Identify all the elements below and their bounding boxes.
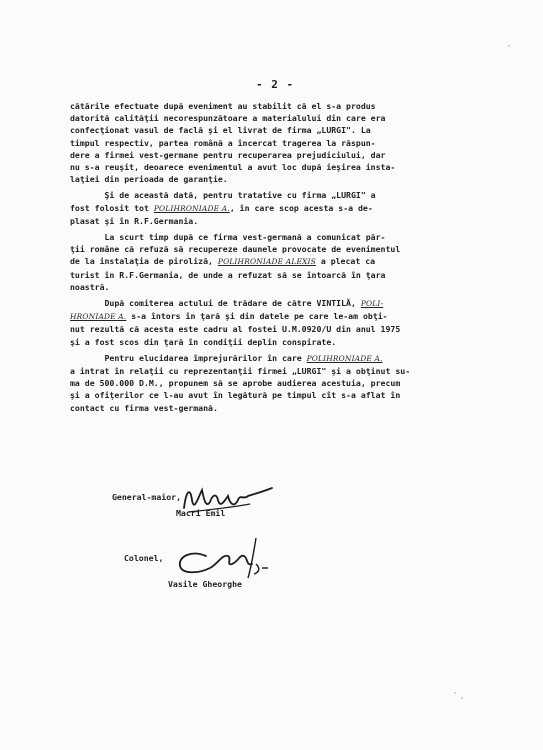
line-text: , în care scop acesta s-a de- (229, 202, 373, 213)
text-line (70, 243, 480, 255)
text-line (70, 389, 480, 401)
text-line (70, 202, 480, 215)
line-text: şi a fost scos din ţară în condiţii deplin conspirate. (70, 336, 337, 347)
line-text: timpul respectiv, partea română a încercat tragerea la răspun- (70, 137, 376, 148)
line-text: ma de 500.000 D.M., propunem să se aprobe audierea acestuia, precum (70, 378, 401, 389)
line-text: nut rezultă că acesta este cadru al fostei U.M.0920/U din anul 1975 (70, 324, 401, 335)
line-text: Şi de această dată, pentru tratative cu firma „LURGI" a (70, 190, 376, 201)
signature-1-handwritten (178, 478, 288, 520)
line-text: plasat şi în R.F.Germania. (70, 215, 199, 226)
paper-speck (454, 692, 456, 694)
line-text: contact cu firma vest-germană. (70, 402, 218, 413)
text-line (70, 281, 480, 293)
signatory-1-name: Macri Emil (176, 508, 226, 518)
handwritten-name: HRONIADE A. (70, 312, 127, 322)
handwritten-name: POLIHRONIADE A. (306, 353, 383, 363)
signatory-2-name: Vasile Gheorghe (168, 579, 242, 589)
line-text: Pentru elucidarea împrejurărilor în care (70, 352, 307, 363)
line-text: datorită calităţii necorespunzătoare a materialului din care era (70, 113, 386, 124)
text-line (70, 100, 480, 112)
line-text: nu s-a reuşit, deoarece evenimentul a avut loc după ieşirea insta- (70, 162, 396, 173)
line-text: laţiei din perioada de garanţie. (70, 174, 228, 185)
line-text: dere a firmei vest-germane pentru recuperarea prejudiciului, dar (70, 149, 386, 160)
text-line (70, 323, 480, 335)
text-line (70, 173, 480, 185)
signatory-1-title: General-maior, (112, 492, 182, 502)
line-text: fost folosit tot (70, 202, 154, 213)
line-text: ţii române că refuză să recupereze daunele provocate de evenimentul (70, 244, 401, 255)
signature-2-handwritten (168, 534, 278, 584)
handwritten-name: POLI- (360, 299, 384, 309)
text-line (70, 402, 480, 414)
line-text: confecţionat vasul de faclă şi el livrat de firma „LURGI". La (70, 125, 371, 136)
text-line (70, 336, 480, 348)
page-number: - 2 - (256, 78, 295, 91)
signatory-2-title: Colonel, (124, 553, 164, 563)
text-line (70, 149, 480, 161)
text-line (70, 255, 480, 268)
line-text: şi a ofiţerilor ce l-au avut în legătură pe timpul cît s-a aflat în (70, 390, 401, 401)
document-body (70, 100, 480, 414)
line-text: cătările efectuate după eveniment au stabilit că el s-a produs (70, 101, 376, 111)
text-line (70, 269, 480, 281)
line-text: de la instalaţia de piroliză, (70, 256, 218, 267)
text-line (70, 310, 480, 323)
text-line (70, 189, 480, 201)
text-line (70, 231, 480, 243)
line-text: a intrat în relaţii cu reprezentanţii firmei „LURGI" şi a obţinut su- (70, 366, 411, 377)
text-line (70, 377, 480, 389)
handwritten-name: POLIHRONIADE A. (153, 203, 230, 213)
text-line (70, 112, 480, 124)
text-line (70, 161, 480, 173)
line-text: La scurt timp după ce firma vest-germană a comunicat păr- (70, 232, 386, 243)
text-line (70, 124, 480, 136)
text-line (70, 297, 480, 310)
line-text: noastră. (70, 281, 110, 292)
text-line (70, 137, 480, 149)
paper-speck (461, 697, 463, 699)
paper-speck (508, 45, 510, 47)
text-line (70, 352, 480, 365)
line-text: s-a întors în ţară şi din datele pe care le-am obţi- (126, 311, 388, 322)
line-text: După comiterea actului de trădare de către VINTILĂ, (70, 298, 361, 309)
text-line (70, 365, 480, 377)
line-text: turist în R.F.Germania, de unde a refuzat să se întoarcă în ţara (70, 269, 386, 280)
handwritten-name: POLIHRONIADE ALEXIS (217, 257, 316, 267)
text-line (70, 215, 480, 227)
line-text: a plecat ca (315, 256, 376, 267)
